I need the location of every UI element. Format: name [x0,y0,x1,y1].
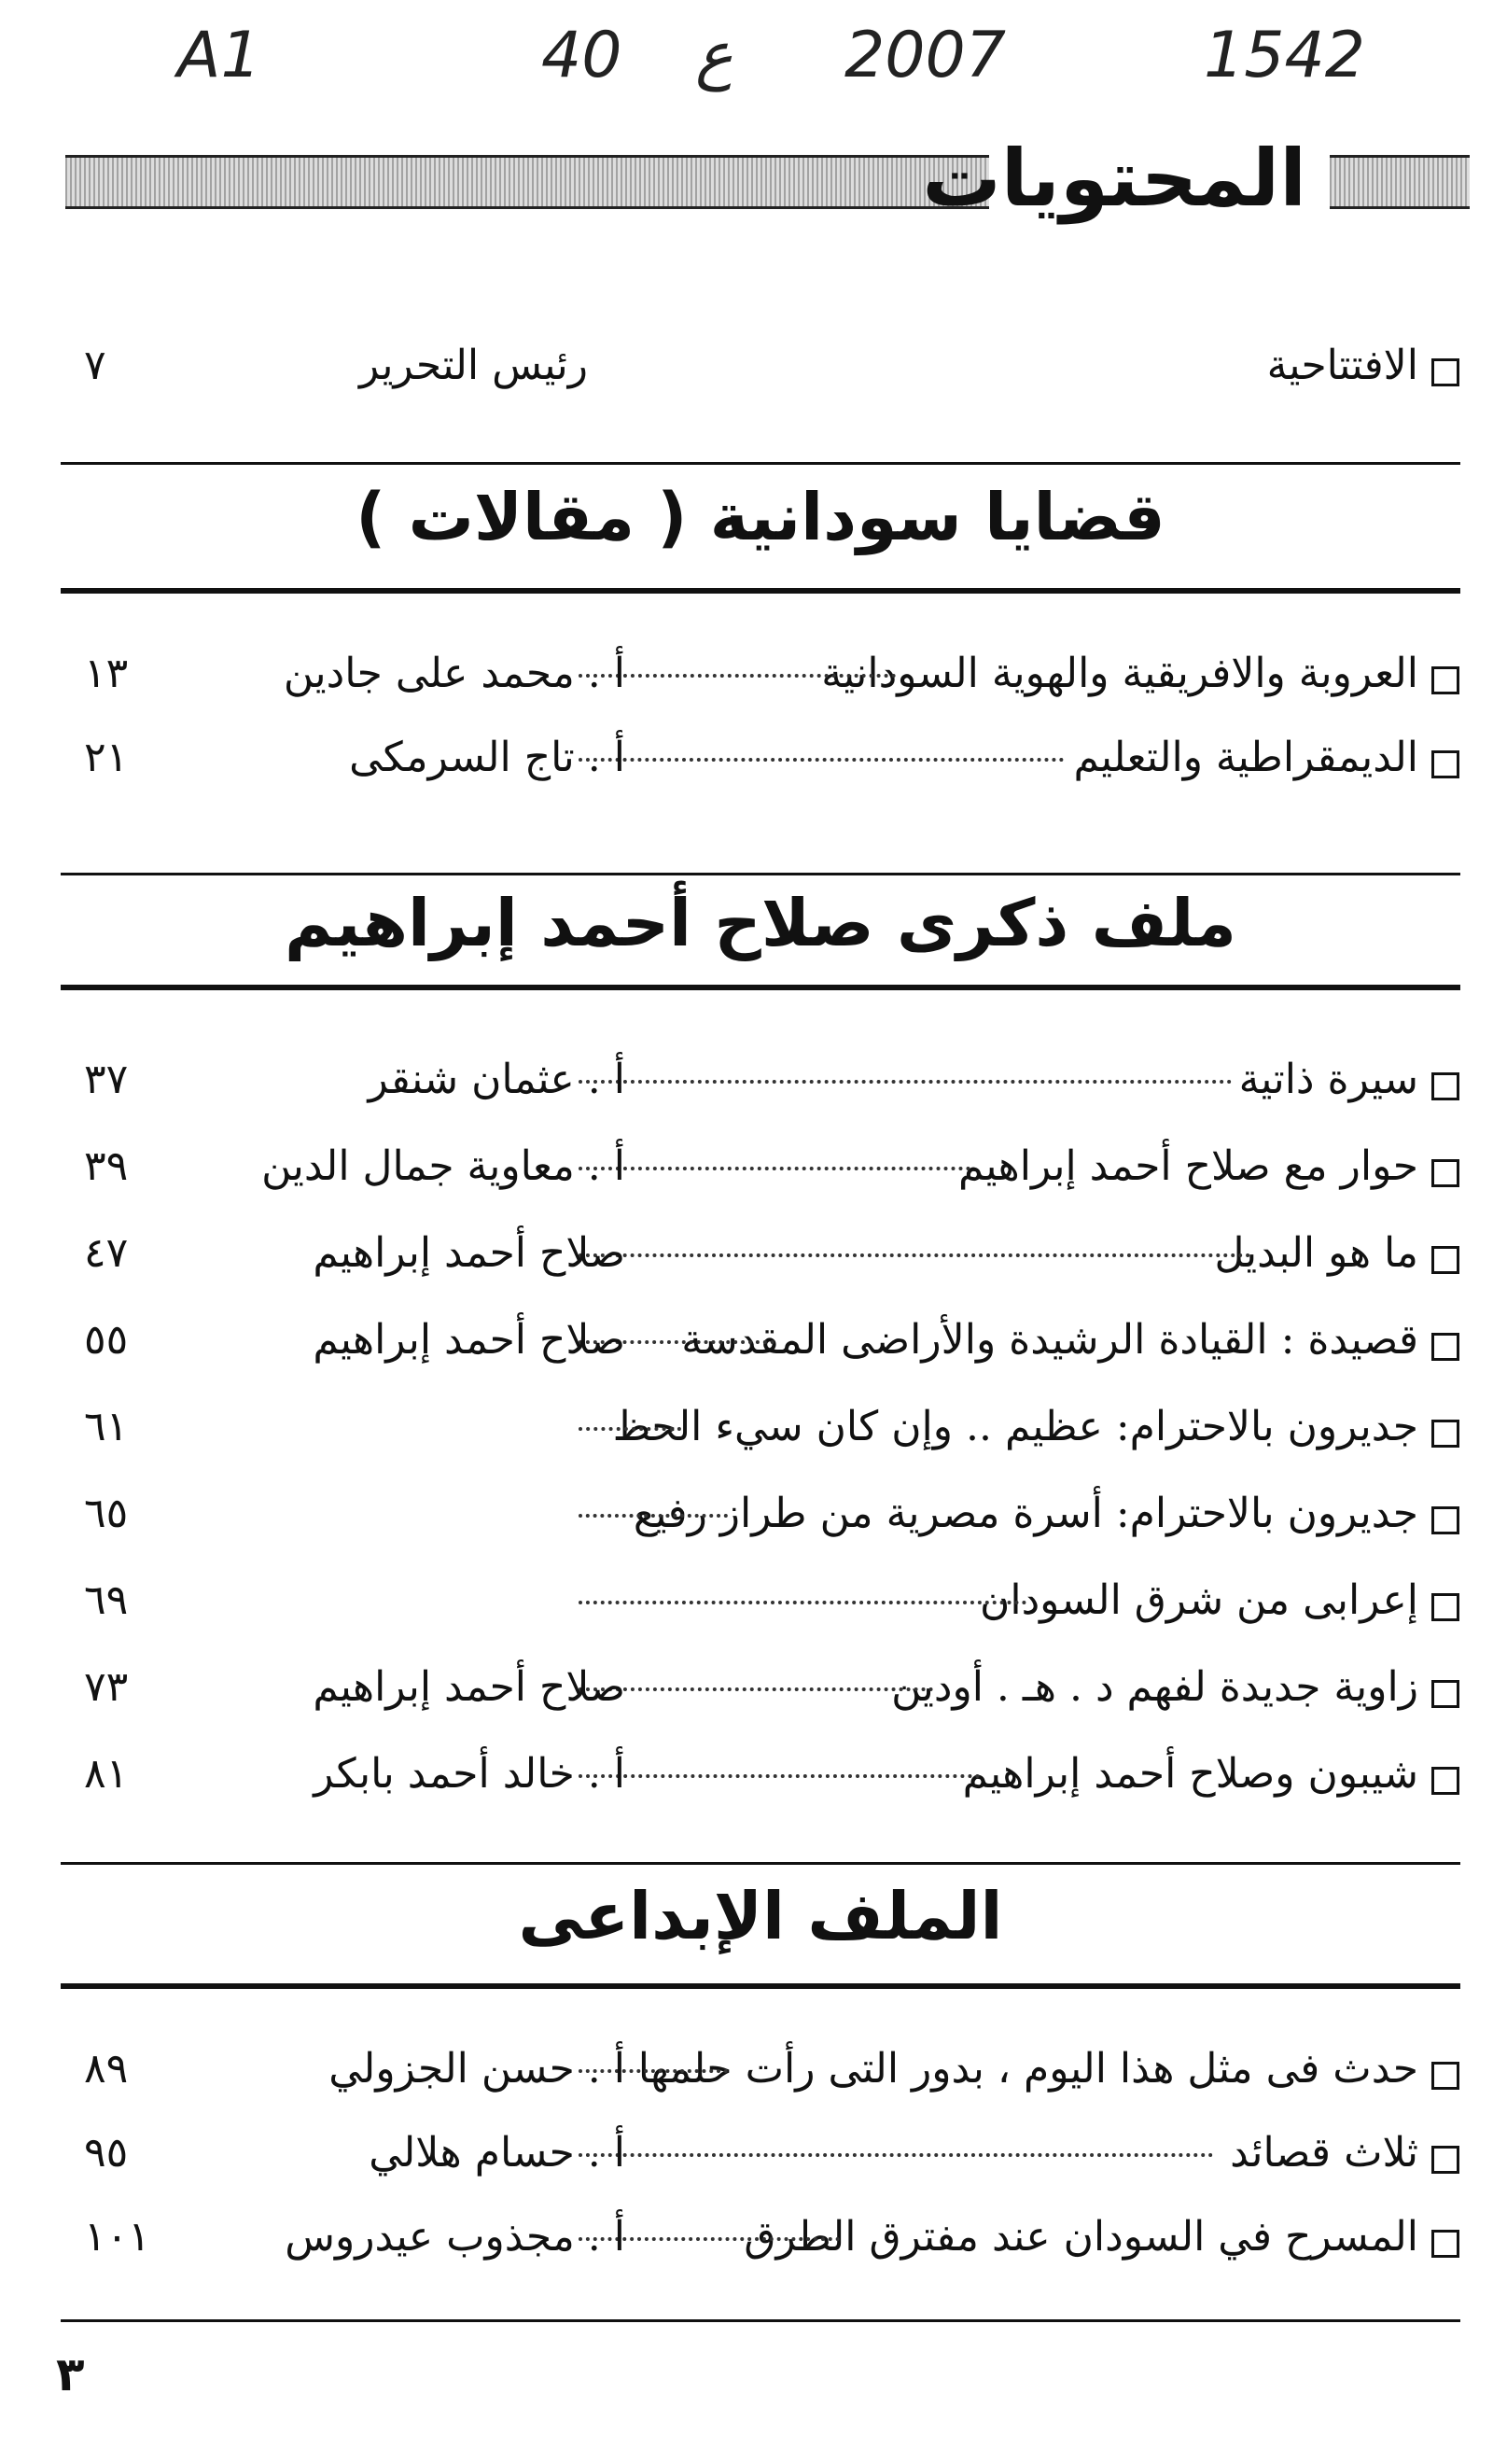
toc-entry [56,2039,1465,2114]
checkbox-square-icon [1431,2230,1459,2258]
entry-title: المسرح في السودان عند مفترق الطرق [744,2213,1418,2261]
dotted-leader [579,1080,1232,1084]
entry-title: العروبة والافريقية والهوية السودانية [821,650,1418,697]
entry-page: ٤٧ [84,1229,129,1277]
entry-author: صلاح أحمد إبراهيم [313,1663,625,1711]
page-title: المحتويات [922,133,1306,224]
entry-title: إعرابى من شرق السودان [980,1576,1418,1624]
entry-page: ٦٥ [84,1490,129,1537]
checkbox-square-icon [1431,1506,1459,1534]
toc-entry [56,1397,1465,1472]
header-bar-left [65,155,989,209]
dotted-leader [579,758,1064,762]
divider [61,1862,1460,1865]
entry-author: أ . تاج السرمكى [349,734,625,781]
entry-title: جديرون بالاحترام: أسرة مصرية من طراز رفيع [633,1490,1418,1537]
entry-author: أ . عثمان شنقر [368,1056,625,1103]
entry-page: ٢١ [84,734,129,781]
entry-title: الافتتاحية [1266,342,1418,389]
entry-author: أ . معاوية جمال الدين [261,1142,625,1190]
entry-page: ٨٩ [84,2045,129,2093]
dotted-leader [579,674,896,678]
header-bar-right [1330,155,1470,209]
entry-title: جديرون بالاحترام: عظيم .. وإن كان سيء الحظ [612,1403,1418,1450]
entry-page: ٥٥ [84,1316,129,1364]
toc-entry [56,2123,1465,2198]
section-heading: قضايا سودانية ( مقالات ) [356,479,1165,555]
entry-title: ما هو البديل [1214,1229,1418,1277]
handwritten-note-year: 2007 [844,19,1007,92]
toc-entry [56,1744,1465,1819]
checkbox-square-icon [1431,1680,1459,1708]
entry-page: ٧ [84,342,106,389]
checkbox-square-icon [1431,1420,1459,1448]
toc-entry [56,1484,1465,1559]
checkbox-square-icon [1431,2146,1459,2174]
entry-page: ٣٧ [84,1056,129,1103]
entry-title: الديمقراطية والتعليم [1073,734,1418,781]
entry-title: حوار مع صلاح أحمد إبراهيم [957,1142,1418,1190]
dotted-leader [579,1601,1026,1604]
contents-header [65,133,1470,241]
checkbox-square-icon [1431,1072,1459,1100]
checkbox-square-icon [1431,666,1459,694]
toc-entry [56,728,1465,803]
toc-entry [56,1137,1465,1211]
entry-author: أ . حسام هلالي [369,2129,625,2177]
entry-title: حدث فى مثل هذا اليوم ، بدور التى رأت حلمها [637,2045,1418,2093]
entry-author: رئيس التحرير [359,342,588,389]
dotted-leader [579,1514,728,1518]
handwritten-note-ain: ع [695,19,733,92]
section-heading: الملف الإبداعى [518,1878,1003,1954]
divider-thick [61,588,1460,594]
entry-title: قصيدة : القيادة الرشيدة والأراضى المقدسة [681,1316,1418,1364]
toc-entry [56,644,1465,719]
dotted-leader [579,1253,1250,1257]
checkbox-square-icon [1431,1767,1459,1795]
checkbox-square-icon [1431,1246,1459,1274]
handwritten-note-number: 1542 [1204,19,1366,92]
entry-author: أ . حسن الجزولي [328,2045,625,2093]
entry-author: أ . خالد أحمد بابكر [314,1750,625,1798]
toc-entry [56,1224,1465,1298]
entry-page: ١٠١ [84,2213,150,2261]
checkbox-square-icon [1431,2062,1459,2090]
page-number: ٣ [56,2347,85,2401]
checkbox-square-icon [1431,358,1459,386]
divider [61,873,1460,875]
entry-page: ٩٥ [84,2129,129,2177]
entry-author: صلاح أحمد إبراهيم [313,1229,625,1277]
section-heading: ملف ذكرى صلاح أحمد إبراهيم [285,885,1236,961]
entry-title: زاوية جديدة لفهم د . هـ . أودين [891,1663,1418,1711]
entry-author: أ . مجذوب عيدروس [285,2213,625,2261]
dotted-leader [579,1427,681,1431]
dotted-leader [579,1774,980,1778]
toc-entry [56,1050,1465,1125]
dotted-leader [579,1687,933,1691]
entry-author: أ . محمد على جادين [283,650,625,697]
entry-page: ٨١ [84,1750,129,1798]
divider [61,462,1460,465]
entry-title: سيرة ذاتية [1238,1056,1418,1103]
entry-page: ٦١ [84,1403,129,1450]
toc-entry [56,1571,1465,1645]
checkbox-square-icon [1431,1159,1459,1187]
divider [61,2319,1460,2322]
checkbox-square-icon [1431,750,1459,778]
entry-page: ٦٩ [84,1576,129,1624]
toc-entry-editorial [56,336,1465,411]
handwritten-note-a1: A1 [177,19,261,92]
entry-page: ٧٣ [84,1663,129,1711]
checkbox-square-icon [1431,1333,1459,1361]
divider-thick [61,1983,1460,1989]
entry-author: صلاح أحمد إبراهيم [313,1316,625,1364]
toc-entry [56,1310,1465,1385]
toc-entry [56,2207,1465,2282]
entry-title: شيبون وصلاح أحمد إبراهيم [962,1750,1418,1798]
entry-title: ثلاث قصائد [1230,2129,1418,2177]
dotted-leader [579,1167,970,1170]
toc-entry [56,1658,1465,1732]
entry-page: ١٣ [84,650,129,697]
entry-page: ٣٩ [84,1142,129,1190]
divider-thick [61,985,1460,990]
dotted-leader [579,2153,1213,2157]
checkbox-square-icon [1431,1593,1459,1621]
handwritten-note-40: 40 [541,19,622,92]
